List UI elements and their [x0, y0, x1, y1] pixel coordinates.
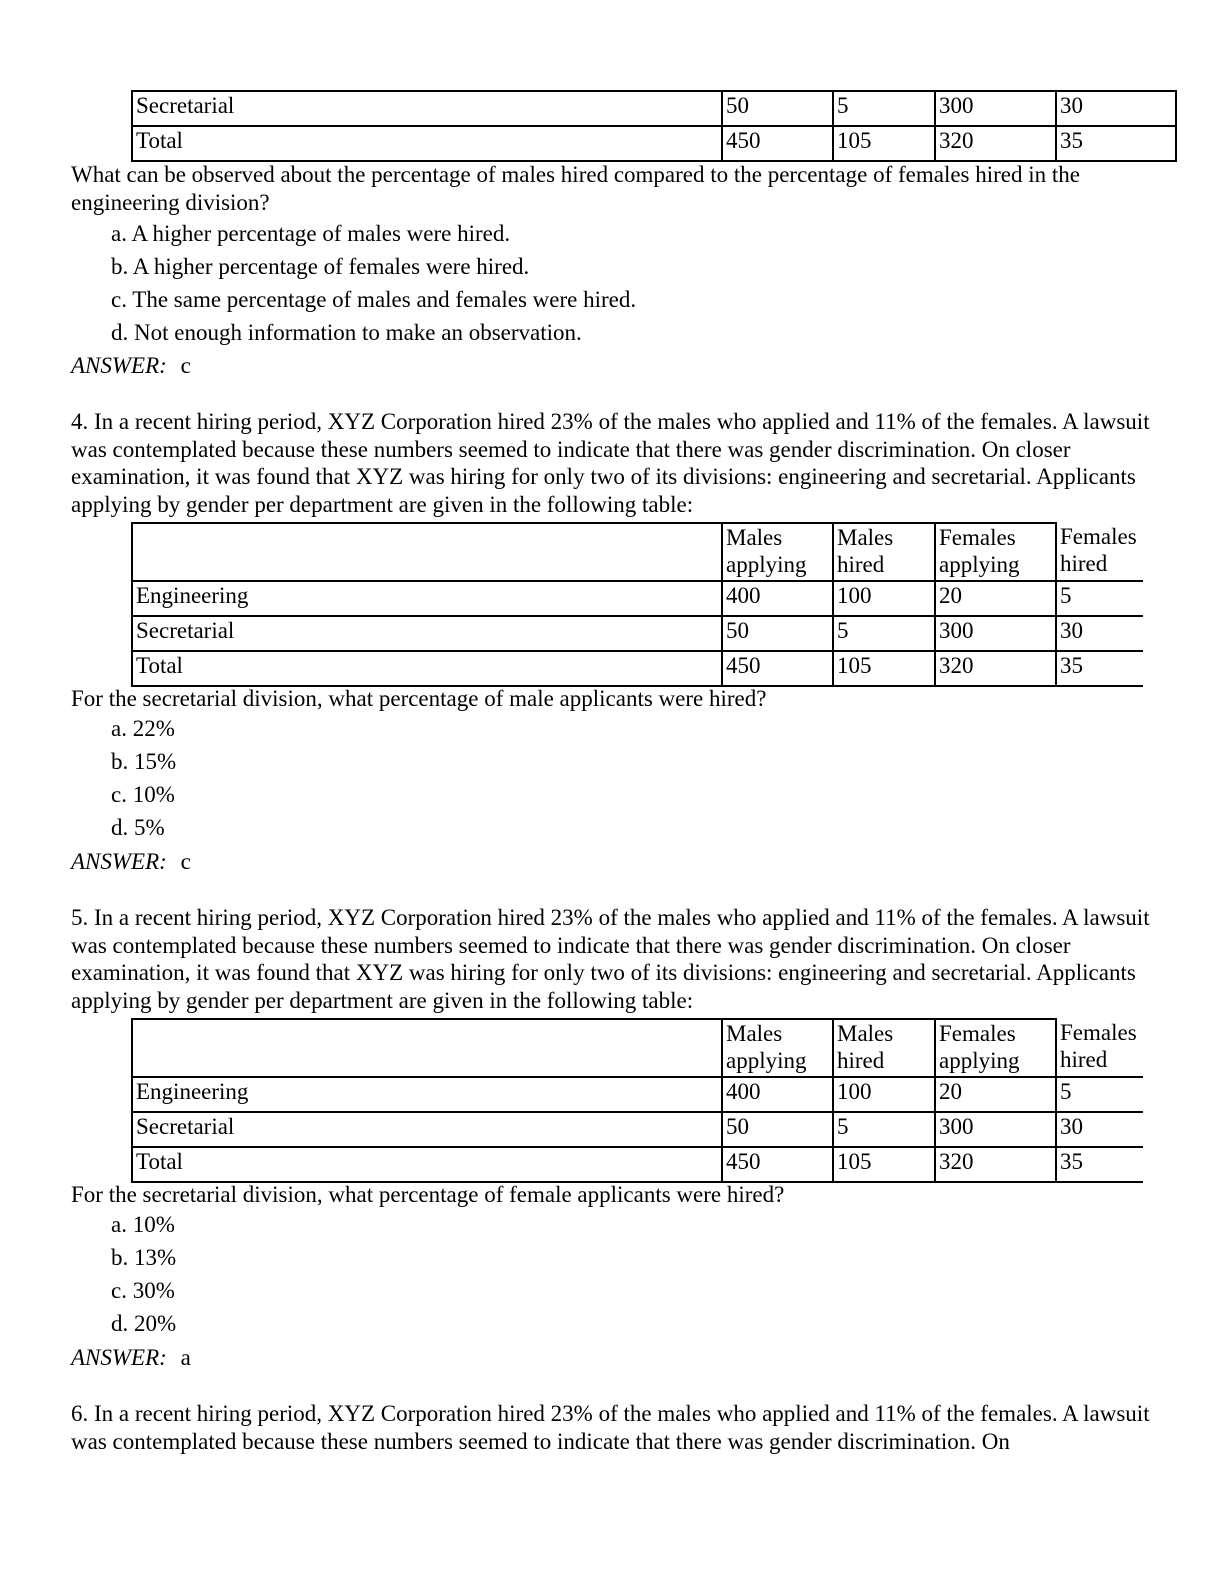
question-intro: 6. In a recent hiring period, XYZ Corporation hired 23% of the males who applied and 11% of the females. A lawsuit was contemplated because these numbers seemed to indicate that there was gender discrimination. On: [71, 1401, 1150, 1454]
answer-option: a. A higher percentage of males were hired.: [111, 221, 511, 246]
table-cell: 320: [935, 651, 1056, 686]
header-blank: [132, 523, 722, 581]
table-cell: 450: [722, 126, 833, 161]
question-stem: What can be observed about the percentage of males hired compared to the percentage of females hired in the engineering division?: [71, 162, 1080, 215]
column-header: Females hired: [1056, 1019, 1143, 1077]
table-cell: 400: [722, 581, 833, 616]
column-header: Males applying: [722, 1019, 833, 1077]
table-header-row: [132, 523, 1143, 581]
row-label: Secretarial: [132, 616, 722, 651]
table-row: [132, 651, 1143, 686]
answer-option: d. 20%: [111, 1311, 177, 1336]
table-cell: 300: [935, 91, 1056, 126]
table-cell: 100: [833, 581, 935, 616]
answer-value: a: [180, 1345, 191, 1370]
table-cell: 30: [1056, 1112, 1143, 1147]
top-data-table: [131, 90, 1177, 162]
table-cell: 30: [1056, 91, 1176, 126]
answer-option: d. Not enough information to make an observation.: [111, 320, 582, 345]
table-cell: 105: [833, 1147, 935, 1182]
row-label: Total: [132, 651, 722, 686]
answer-value: c: [180, 849, 191, 874]
answer-option: b. 13%: [111, 1245, 177, 1270]
answer-line: [71, 353, 191, 379]
table-cell: 300: [935, 616, 1056, 651]
table-cell: 320: [935, 126, 1056, 161]
hiring-table: [131, 1018, 1143, 1183]
question-stem: For the secretarial division, what percentage of female applicants were hired?: [71, 1182, 785, 1207]
row-label: Total: [132, 126, 722, 161]
column-header: Males applying: [722, 523, 833, 581]
table-header-row: [132, 1019, 1143, 1077]
table-row: [132, 126, 1176, 161]
answer-value: c: [180, 353, 191, 378]
row-label: Secretarial: [136, 93, 235, 118]
answer-option: c. 30%: [111, 1278, 175, 1303]
table-cell: 5: [1056, 581, 1143, 616]
row-label: Engineering: [132, 581, 722, 616]
table-cell: 105: [833, 126, 935, 161]
table-cell: 50: [722, 1112, 833, 1147]
table-row: [132, 616, 1143, 651]
question-intro: 4. In a recent hiring period, XYZ Corporation hired 23% of the males who applied and 11% of the females. A lawsuit was contemplated because these numbers seemed to indicate that there was gender discrimination. On closer examination, it was found that XYZ was hiring for only two of its divisions: engineering and secretarial. Applicants applying by gender per department are given in the following table:: [71, 409, 1150, 517]
table-row: [132, 581, 1143, 616]
column-header: Males hired: [833, 523, 935, 581]
table-row: [132, 1112, 1143, 1147]
answer-option: b. A higher percentage of females were hired.: [111, 254, 530, 279]
question-intro: 5. In a recent hiring period, XYZ Corporation hired 23% of the males who applied and 11% of the females. A lawsuit was contemplated because these numbers seemed to indicate that there was gender discrimination. On closer examination, it was found that XYZ was hiring for only two of its divisions: engineering and secretarial. Applicants applying by gender per department are given in the following table:: [71, 905, 1150, 1013]
column-header: Females applying: [935, 523, 1056, 581]
table-cell: 20: [935, 581, 1056, 616]
table-cell: 400: [722, 1077, 833, 1112]
answer-option: d. 5%: [111, 815, 165, 840]
answer-option: b. 15%: [111, 749, 177, 774]
table-cell: 30: [1056, 616, 1143, 651]
answer-option: c. 10%: [111, 782, 175, 807]
table-cell: 450: [722, 651, 833, 686]
table-cell: 35: [1056, 651, 1143, 686]
table-row: [132, 1147, 1143, 1182]
table-cell: 300: [935, 1112, 1056, 1147]
table-cell: 35: [1056, 1147, 1143, 1182]
table-cell: 50: [722, 91, 833, 126]
row-label: Secretarial: [132, 1112, 722, 1147]
column-header: Males hired: [833, 1019, 935, 1077]
column-header: Females hired: [1056, 523, 1143, 581]
answer-line: [71, 1345, 191, 1371]
table-cell: 320: [935, 1147, 1056, 1182]
table-cell: 5: [833, 91, 935, 126]
row-label: Total: [132, 1147, 722, 1182]
answer-option: a. 22%: [111, 716, 175, 741]
table-cell: 105: [833, 651, 935, 686]
answer-line: [71, 849, 191, 875]
table-cell: 100: [833, 1077, 935, 1112]
header-blank: [132, 1019, 722, 1077]
table-cell: 35: [1056, 126, 1176, 161]
table-row: [132, 1077, 1143, 1112]
table-row: [132, 91, 1176, 126]
row-label: Engineering: [132, 1077, 722, 1112]
hiring-table: [131, 522, 1143, 687]
table-cell: 5: [833, 1112, 935, 1147]
table-cell: 450: [722, 1147, 833, 1182]
answer-label: ANSWER:: [71, 849, 167, 874]
table-cell: 50: [722, 616, 833, 651]
answer-label: ANSWER:: [71, 1345, 167, 1370]
table-cell: 20: [935, 1077, 1056, 1112]
question-stem: For the secretarial division, what percentage of male applicants were hired?: [71, 686, 767, 711]
column-header: Females applying: [935, 1019, 1056, 1077]
answer-option: c. The same percentage of males and females were hired.: [111, 287, 637, 312]
answer-option: a. 10%: [111, 1212, 175, 1237]
table-cell: 5: [833, 616, 935, 651]
table-cell: 5: [1056, 1077, 1143, 1112]
answer-label: ANSWER:: [71, 353, 167, 378]
